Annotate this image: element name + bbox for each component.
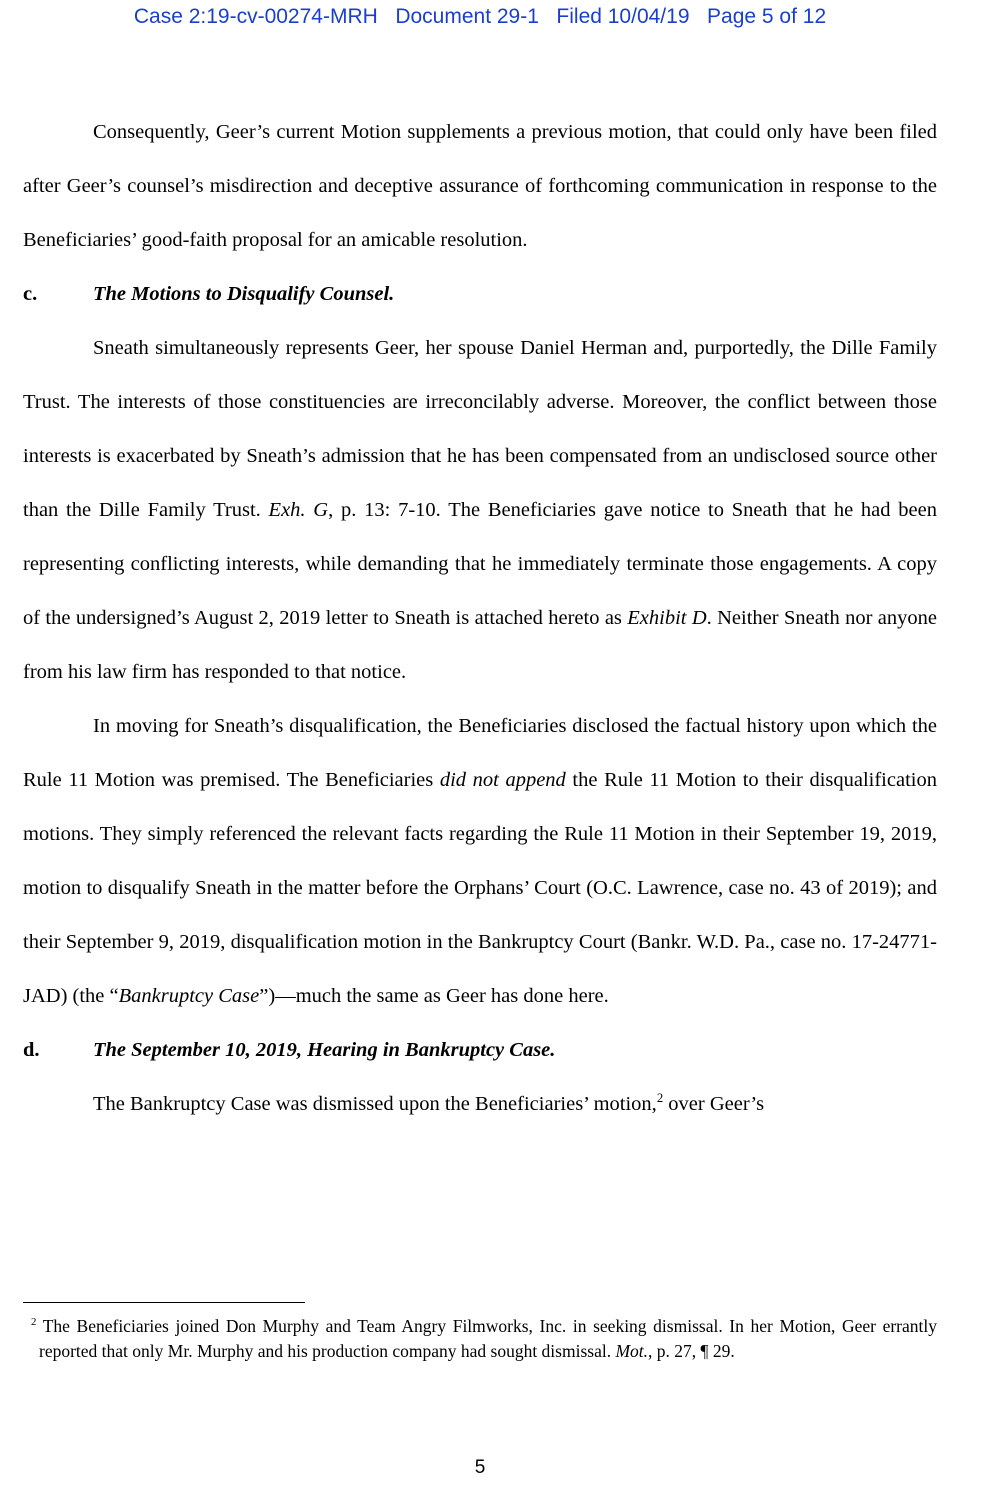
text-run: In moving for Sneath’s disqualification, the Beneficiaries disclosed the factual history upon which the Rule 11 Motion was premised. The Beneficiaries xyxy=(23,715,937,791)
footnote-text: The Beneficiaries joined Don Murphy and Team Angry Filmworks, Inc. in seeking dismissal. In her Motion, Geer errantly reported that only Mr. Murphy and his production company had sought dismissal. xyxy=(36,1316,937,1361)
text-run: Sneath simultaneously represents Geer, her spouse Daniel Herman and, purportedly, the Dille Family Trust. The interests of those constituencies are irreconcilably adverse. Moreover, the conflict between those interests is exacerbated by Sneath’s admission that he has been compensated from an undisclosed source other than the Dille Family Trust. xyxy=(23,337,937,521)
exhibit-g-citation: Exh. G xyxy=(268,499,329,521)
section-title: The Motions to Disqualify Counsel. xyxy=(93,283,395,305)
section-heading-d xyxy=(23,1023,937,1077)
filed-date: Filed 10/04/19 xyxy=(556,5,690,28)
filing-header xyxy=(0,5,960,29)
text-run: , p. 13: 7-10. The Beneficiaries gave notice to Sneath that he had been representing conflicting interests, while demanding that he immediately terminate those engagements. A copy of the undersigned’s August 2, 2019 letter to Sneath is attached hereto as xyxy=(23,499,937,629)
case-number: Case 2:19-cv-00274-MRH xyxy=(133,5,378,28)
motion-citation: Mot. xyxy=(615,1341,649,1361)
paragraph-consequently: Consequently, Geer’s current Motion supplements a previous motion, that could only have been filed after Geer’s counsel’s misdirection and deceptive assurance of forthcoming communication in response to the Beneficiaries’ good-faith proposal for an amicable resolution. xyxy=(23,121,937,251)
footnote-reference: 2 xyxy=(656,1091,664,1106)
page-of-total: Page 5 of 12 xyxy=(707,5,827,28)
paragraph-disqualification xyxy=(23,699,937,1023)
footnote-text: , p. 27, ¶ 29. xyxy=(648,1341,735,1361)
body-text xyxy=(23,105,937,1131)
section-letter: c. xyxy=(23,283,38,305)
section-title: The September 10, 2019, Hearing in Bankruptcy Case. xyxy=(93,1039,556,1061)
bankruptcy-case-term: Bankruptcy Case xyxy=(118,985,260,1007)
document-number: Document 29-1 xyxy=(395,5,539,28)
text-run: The Bankruptcy Case was dismissed upon the Beneficiaries’ motion, xyxy=(93,1093,657,1115)
paragraph-bankruptcy-dismissed xyxy=(23,1077,937,1131)
emphasis-did-not-append: did not append xyxy=(439,769,566,791)
footnote-divider xyxy=(23,1302,305,1303)
text-run: . Neither Sneath nor anyone from his law firm has responded to that notice. xyxy=(23,607,937,683)
section-heading-c xyxy=(23,267,937,321)
paragraph-sneath xyxy=(23,321,937,699)
text-run: ”)—much the same as Geer has done here. xyxy=(259,985,609,1007)
footnote-marker: 2 xyxy=(31,1316,37,1329)
footnote-2 xyxy=(23,1314,937,1364)
page-number: 5 xyxy=(474,1457,486,1478)
section-letter: d. xyxy=(23,1039,40,1061)
text-run: over Geer’s xyxy=(663,1093,765,1115)
exhibit-d-reference: Exhibit D xyxy=(627,607,707,629)
text-run: the Rule 11 Motion to their disqualification motions. They simply referenced the relevant facts regarding the Rule 11 Motion in their September 19, 2019, motion to disqualify Sneath in the matter before the Orphans’ Court (O.C. Lawrence, case no. 43 of 2019); and their September 9, 2019, disqualification motion in the Bankruptcy Court (Bankr. W.D. Pa., case no. 17-24771-JAD) (the “ xyxy=(23,769,937,1007)
